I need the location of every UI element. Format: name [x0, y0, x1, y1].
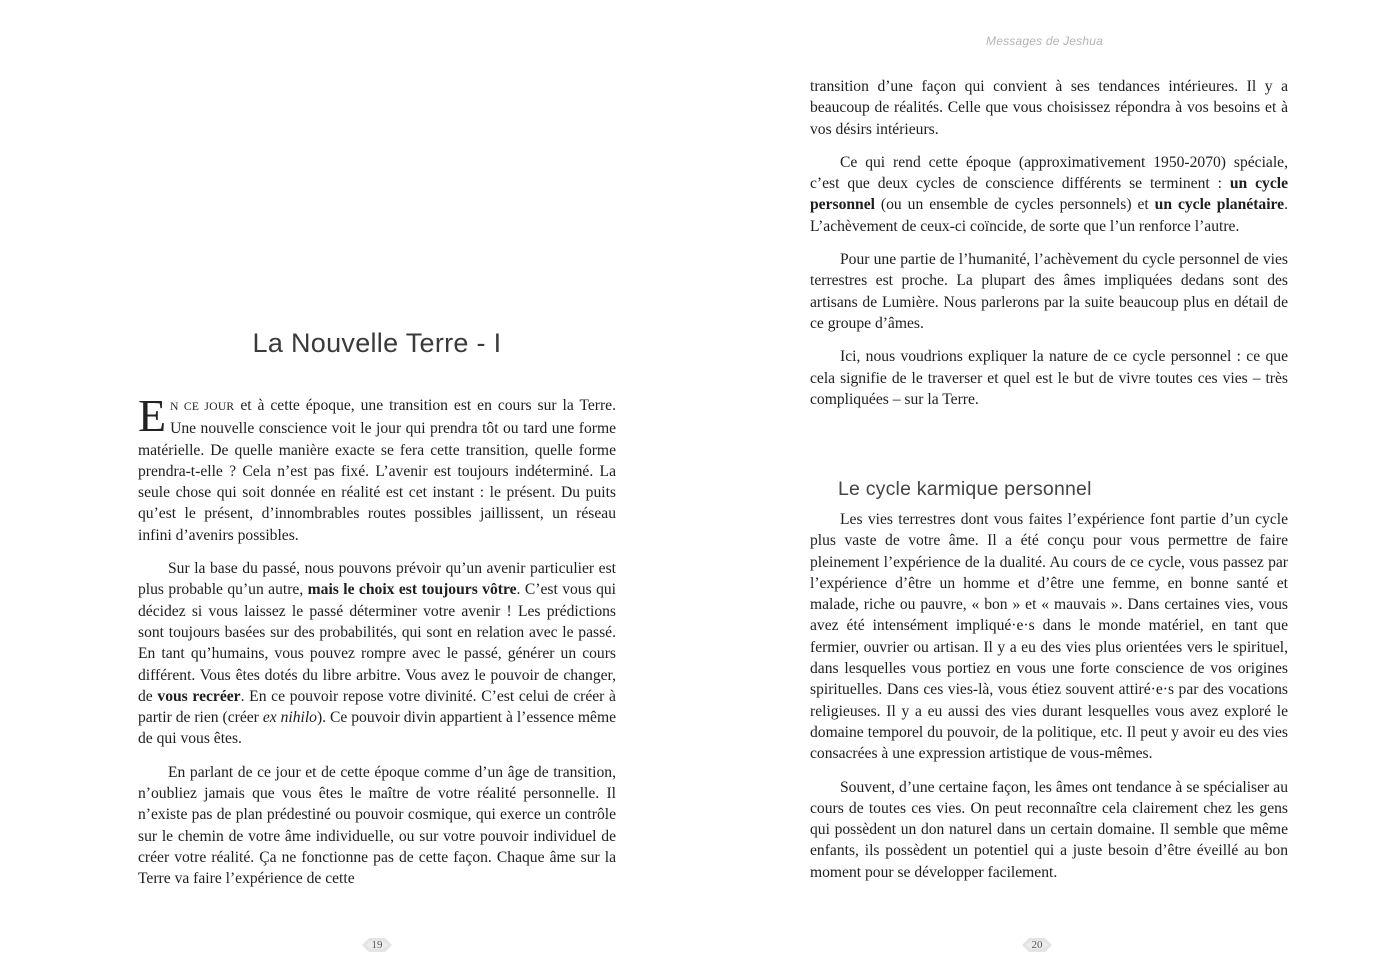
- paragraph-2-text-b: . C’est vous qui décidez si vous laissez le passé déterminer votre avenir ! Les prédictions sont toujours basées sur des probabilités, qui sont en relation avec le passé. En tant qu’humains, vous pouvez rompre avec le passé, générer un cours différent. Vous êtes dotés du libre arbitre. Vous avez le pouvoir de changer, de: [138, 581, 616, 705]
- paragraph-2-italic: ex nihilo: [262, 709, 317, 727]
- paragraph-r2-text-a: Ce qui rend cette époque (approximativement 1950-2070) spéciale, c’est que deux cycles de conscience différents se terminent :: [810, 153, 1288, 193]
- paragraph-2-text-c: . En ce pouvoir repose votre divinité. C’est celui de créer à partir de rien (créer: [138, 687, 616, 727]
- paragraph-r1: transition d’une façon qui convient à ses tendances intérieures. Il y a beaucoup de réalités. Celle que vous choisissez répondra à vos besoins et à vos désirs intérieurs.: [810, 78, 1288, 138]
- paragraph-2-text-d: ). Ce pouvoir divin appartient à l’essence même de qui vous êtes.: [138, 709, 617, 748]
- paragraph-r6: Souvent, d’une certaine façon, les âmes ont tendance à se spécialiser au cours de toutes ces vies. On peut reconnaître cela clairement chez les gens qui possèdent un don naturel dans un certain domaine. Il semble que même enfants, ils possèdent un potentiel qui a juste besoin d’être éveillé au bon moment pour se développer facilement.: [810, 778, 1288, 881]
- paragraph-3: En parlant de ce jour et de cette époque comme d’un âge de transition, n’oubliez jamais que vous êtes le maître de votre réalité personnelle. Il n’existe pas de plan prédestiné ou pouvoir cosmique, qui exerce un contrôle sur le chemin de votre âme individuelle, ou sur votre pouvoir individuel de créer votre réalité. Ça ne fonctionne pas de cette façon. Chaque âme sur la Terre va faire l’expérience de cette: [138, 763, 616, 888]
- paragraph-2-bold-1: mais le choix est toujours vôtre: [307, 581, 517, 599]
- paragraph-r5: Les vies terrestres dont vous faites l’expérience font partie d’un cycle plus vaste de votre âme. Il a été conçu pour vous permettre de faire pleinement l’expérience de la dualité. Au cours de ce cycle, vous passez par l’expérience d’être un homme et d’être une femme, en bonne santé et malade, riche ou pauvre, « bon » et « mauvais ». Dans certaines vies, vous avez été intensément impliqué·e·s dans le monde matériel, en tant que fermier, ouvrier ou artisan. Il y a eu des vies plus orientées vers le spirituel, dans lesquelles vous portiez en vous une forte conscience de vos origines spirituelles. Dans ces vies-là, vous étiez souvent attiré·e·s par des vocations religieuses. Il y a eu aussi des vies durant lesquelles vous avez exploré le domaine temporel du pouvoir, de la politique, etc. Il peut y avoir eu des vies consacrées à une expression artistique de vous-mêmes.: [810, 511, 1288, 763]
- paragraph-2-bold-2: vous recréer: [157, 687, 241, 705]
- drop-cap: E: [138, 390, 167, 441]
- paragraph-r2-text-b: (ou un ensemble de cycles personnels) et: [874, 196, 1155, 214]
- page-number-right: [1020, 934, 1054, 956]
- paragraph-r2-bold-2: un cycle planétaire: [1154, 196, 1285, 214]
- paragraph-r2: [810, 152, 1288, 237]
- chapter-title: La Nouvelle Terre - I: [252, 328, 502, 358]
- small-caps-lead: N CE JOUR: [170, 401, 235, 413]
- right-body-text-top: [810, 76, 1288, 422]
- paragraph-1-text: et à cette époque, une transition est en cours sur la Terre. Une nouvelle conscience voit le jour qui prendra tôt ou tard une forme matérielle. De quelle manière exacte se fera cette transition, quelle forme prendra-t-elle ? Cela n’est pas fixé. L’avenir est toujours indéterminé. La seule chose qui soit donnée en réalité est cet instant : le présent. Du puits qu’est le présent, d’innombrables routes possibles jaillissent, un réseau infini d’avenirs possibles.: [138, 397, 617, 544]
- running-head: Messages de Jeshua: [986, 34, 1104, 48]
- page-number-left-value: 19: [371, 939, 383, 951]
- paragraph-r3: Pour une partie de l’humanité, l’achèvement du cycle personnel de vies terrestres est proche. La plupart des âmes impliquées dedans sont des artisans de Lumière. Nous parlerons par la suite beaucoup plus en détail de ce groupe d’âmes.: [810, 251, 1288, 332]
- right-body-text-bottom: [810, 509, 1288, 895]
- right-page: [700, 0, 1400, 980]
- paragraph-2: [138, 558, 616, 750]
- paragraph-1: [138, 390, 617, 546]
- paragraph-r4: Ici, nous voudrions expliquer la nature de ce cycle personnel : ce que cela signifie de le traverser et quel est le but de vivre toutes ces vies – très compliquées – sur la Terre.: [810, 348, 1288, 408]
- page-number-right-value: 20: [1031, 939, 1043, 951]
- left-body-text: [138, 390, 617, 902]
- section-title: Le cycle karmique personnel: [838, 478, 1092, 500]
- page-number-left: [360, 934, 394, 956]
- paragraph-r2-text-c: . L’achèvement de ceux-ci coïncide, de sorte que l’un renforce l’autre.: [810, 196, 1288, 235]
- paragraph-r2-bold-1: un cycle personnel: [810, 175, 1288, 214]
- paragraph-2-text-a: Sur la base du passé, nous pouvons prévoir qu’un avenir particulier est plus probable qu’un autre,: [138, 560, 616, 599]
